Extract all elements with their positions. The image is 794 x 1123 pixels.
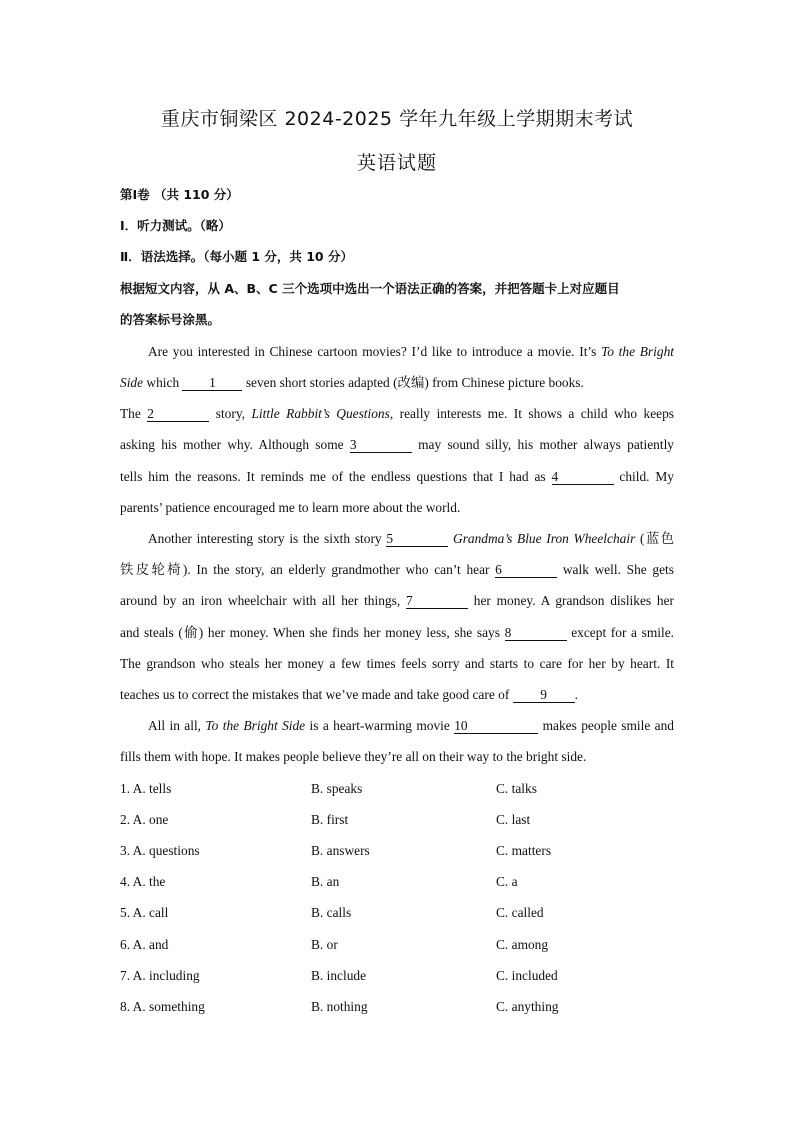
passage-line — [120, 406, 674, 422]
option-a[interactable]: 3. A. questions — [120, 843, 200, 858]
option-a[interactable]: 8. A. something — [120, 999, 205, 1014]
passage-line — [120, 344, 674, 360]
option-b[interactable]: B. include — [311, 968, 367, 983]
part2-heading: Ⅱ．语法选择。（每小题 1 分，共 10 分） — [120, 249, 353, 264]
option-b[interactable]: B. or — [311, 937, 338, 952]
option-a[interactable]: 6. A. and — [120, 937, 169, 952]
movie-title: Side — [120, 375, 144, 390]
exam-subtitle: 英语试题 — [356, 152, 437, 174]
blank-7[interactable]: 7 — [406, 594, 468, 609]
option-a[interactable]: 7. A. including — [120, 968, 200, 983]
option-c[interactable]: C. matters — [496, 843, 552, 858]
blank-6[interactable]: 6 — [495, 563, 557, 578]
passage-text: child. My — [613, 469, 674, 484]
passage-line — [120, 531, 674, 547]
passage-text: The — [120, 406, 148, 421]
passage-line: The grandson who steals her money a few times feels sorry and starts to care for her by heart. It — [120, 656, 674, 671]
blank-8[interactable]: 8 — [505, 626, 567, 641]
blank-5[interactable]: 5 — [386, 532, 448, 547]
movie-title: To the Bright — [601, 344, 674, 359]
option-b[interactable]: B. calls — [311, 905, 352, 920]
section-heading: 第Ⅰ卷 （共 110 分） — [120, 187, 239, 202]
exam-title: 重庆市铜梁区 2024-2025 学年九年级上学期期末考试 — [160, 108, 634, 130]
option-c[interactable]: C. called — [496, 905, 544, 920]
option-c[interactable]: C. among — [496, 937, 549, 952]
option-a[interactable]: 2. A. one — [120, 812, 169, 827]
passage-text: except for a smile. — [566, 625, 674, 640]
passage-text: All in all, — [148, 718, 206, 733]
option-c[interactable]: C. included — [496, 968, 558, 983]
passage-text: asking his mother why. Although some — [120, 437, 350, 452]
blank-4[interactable]: 4 — [552, 470, 614, 485]
passage-text: and steals (偷) her money. When she finds her money less, she says — [120, 625, 505, 640]
movie-title: To the Bright Side — [205, 718, 306, 733]
passage-text: around by an iron wheelchair with all her things, — [120, 593, 406, 608]
option-b[interactable]: B. nothing — [311, 999, 368, 1014]
option-c[interactable]: C. a — [496, 874, 518, 889]
passage-line: fills them with hope. It makes people believe they’re all on their way to the bright side. — [120, 749, 587, 764]
option-b[interactable]: B. answers — [311, 843, 370, 858]
blank-2[interactable]: 2 — [147, 407, 209, 422]
blank-3[interactable]: 3 — [350, 438, 412, 453]
instruction-line-2: 的答案标号涂黑。 — [120, 312, 221, 327]
option-c[interactable]: C. anything — [496, 999, 559, 1014]
passage-line — [120, 593, 674, 609]
passage-text: her money. A grandson dislikes her — [467, 593, 674, 608]
blank-9[interactable]: 9 — [513, 688, 575, 703]
passage-line — [120, 562, 674, 578]
passage-text: , really interests me. It shows a child who keeps — [389, 406, 674, 421]
passage-text: makes people smile and — [538, 718, 675, 733]
passage-text: may sound silly, his mother always patiently — [411, 437, 674, 452]
passage-text: story, — [209, 406, 252, 421]
passage-text: teaches us to correct the mistakes that we’ve made and take good care of — [120, 687, 513, 702]
option-a[interactable]: 5. A. call — [120, 905, 169, 920]
passage-text: . — [574, 687, 578, 702]
passage-text: seven short stories adapted (改编) from Chinese picture books. — [242, 375, 584, 390]
passage-text: (蓝色 — [635, 531, 674, 546]
instruction-line-1: 根据短文内容，从 A、B、C 三个选项中选出一个语法正确的答案，并把答题卡上对应题目 — [120, 281, 620, 296]
story-title: Grandma’s Blue Iron Wheelchair — [453, 531, 636, 546]
passage-text: Are you interested in Chinese cartoon movies? I’d like to introduce a movie. It’s — [148, 344, 602, 359]
passage-text: is a heart-warming movie — [305, 718, 455, 733]
passage-line — [120, 469, 674, 485]
passage-text: Another interesting story is the sixth story — [148, 531, 387, 546]
passage-line — [120, 718, 674, 734]
passage-text: walk well. She gets — [557, 562, 674, 577]
option-c[interactable]: C. last — [496, 812, 531, 827]
passage-line: parents’ patience encouraged me to learn more about the world. — [120, 500, 461, 515]
passage-line — [120, 437, 674, 453]
option-b[interactable]: B. first — [311, 812, 349, 827]
option-b[interactable]: B. an — [311, 874, 340, 889]
blank-10[interactable]: 10 — [454, 719, 538, 734]
passage-line — [120, 375, 674, 391]
passage-text: 铁皮轮椅). In the story, an elderly grandmother who can’t hear — [120, 562, 496, 577]
story-title: Little Rabbit’s Questions — [251, 406, 390, 421]
passage-text: which — [143, 375, 183, 390]
passage-text: tells him the reasons. It reminds me of the endless questions that I had as — [120, 469, 552, 484]
option-a[interactable]: 4. A. the — [120, 874, 166, 889]
blank-1[interactable]: 1 — [182, 376, 242, 391]
passage-line — [120, 625, 674, 641]
option-b[interactable]: B. speaks — [311, 781, 363, 796]
passage-line — [120, 687, 674, 703]
option-a[interactable]: 1. A. tells — [120, 781, 172, 796]
part1-heading: Ⅰ．听力测试。（略） — [120, 218, 231, 233]
option-c[interactable]: C. talks — [496, 781, 537, 796]
